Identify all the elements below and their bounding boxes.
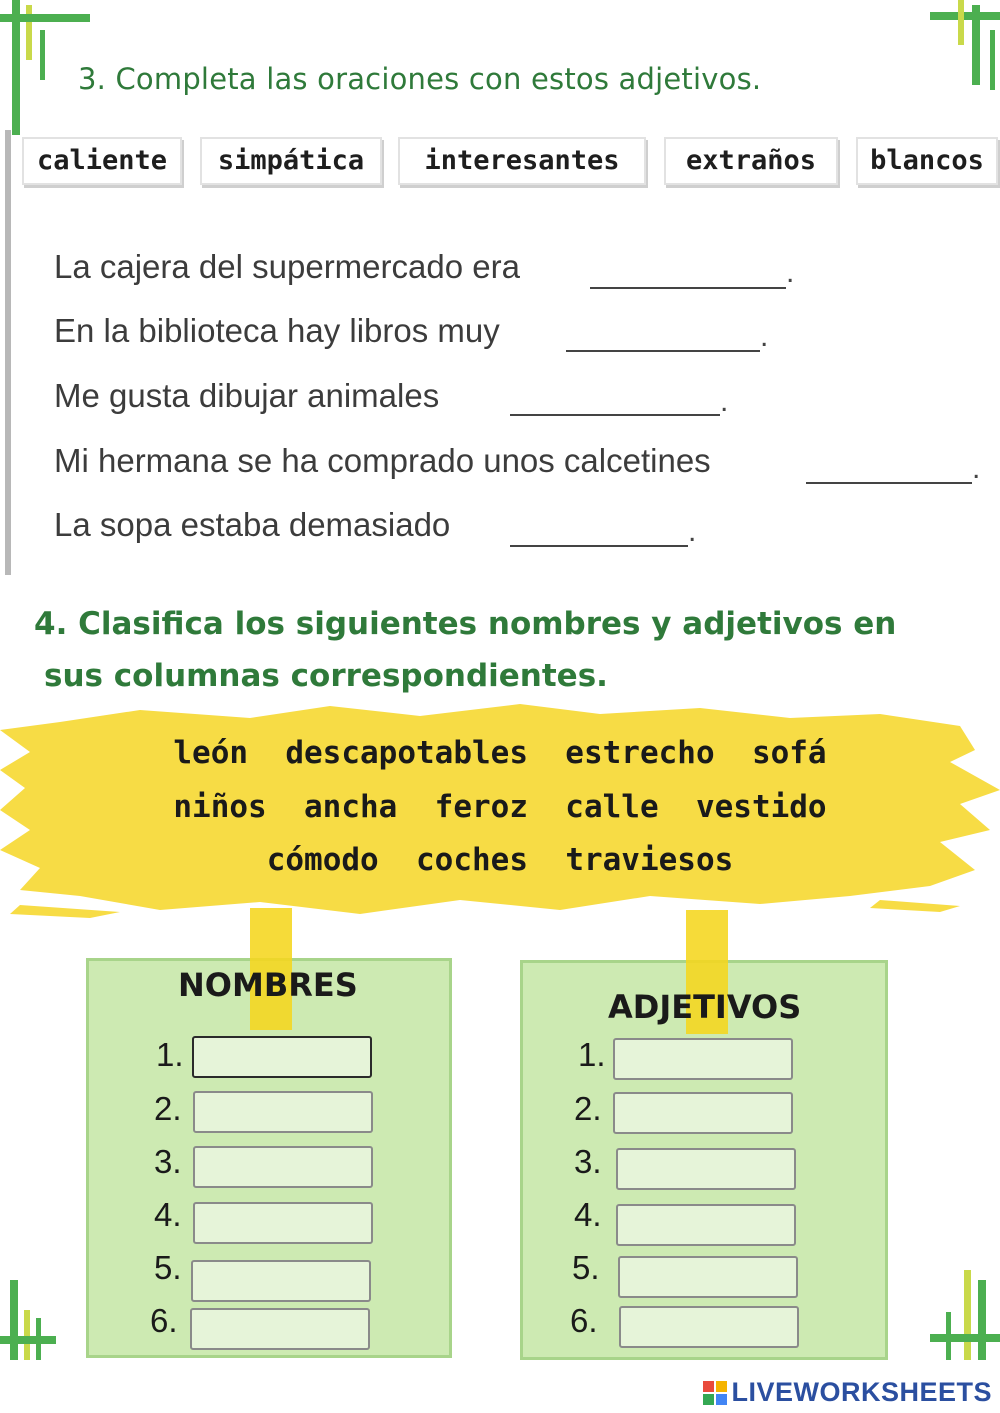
sentence-3: Me gusta dibujar animales [54, 377, 440, 414]
liveworksheets-logo-icon [703, 1381, 727, 1405]
row-number: 2. [154, 1090, 182, 1127]
word-chip-caliente: caliente [22, 137, 182, 185]
row-number: 4. [154, 1196, 182, 1233]
sentence-2: En la biblioteca hay libros muy [54, 312, 500, 349]
nombres-answer-4[interactable] [193, 1202, 373, 1244]
sentence-4: Mi hermana se ha comprado unos calcetines [54, 442, 711, 479]
sentence-period: . [786, 256, 795, 289]
row-number: 4. [574, 1196, 602, 1233]
word-bank-row-1: león descapotables estrecho sofá [173, 735, 827, 771]
adjetivos-answer-6[interactable] [619, 1306, 799, 1348]
adjetivos-answer-5[interactable] [618, 1256, 798, 1298]
sentence-1: La cajera del supermercado era [54, 248, 520, 285]
liveworksheets-logo-text: LIVEWORKSHEETS [731, 1377, 992, 1407]
word-chip-blancos: blancos [856, 137, 998, 185]
exercise-3-title: 3. Completa las oraciones con estos adjetivos. [78, 62, 762, 96]
row-number: 5. [572, 1249, 600, 1286]
answer-blank-4[interactable] [806, 482, 972, 484]
row-number: 5. [154, 1249, 182, 1286]
row-number: 3. [574, 1143, 602, 1180]
sentence-period: . [688, 515, 697, 548]
row-number: 6. [150, 1302, 178, 1339]
word-chip-simpatica: simpática [200, 137, 382, 185]
row-number: 1. [156, 1036, 184, 1073]
nombres-answer-6[interactable] [190, 1308, 370, 1350]
sentence-period: . [760, 320, 769, 353]
answer-blank-5[interactable] [510, 545, 688, 547]
nombres-heading: NOMBRES [178, 966, 358, 1004]
word-bank-row-2: niños ancha feroz calle vestido [173, 789, 827, 825]
adjetivos-answer-4[interactable] [616, 1204, 796, 1246]
row-number: 2. [574, 1090, 602, 1127]
answer-blank-2[interactable] [566, 350, 760, 352]
adjetivos-heading: ADJETIVOS [608, 988, 802, 1026]
row-number: 1. [578, 1036, 606, 1073]
answer-blank-3[interactable] [510, 414, 720, 416]
nombres-answer-2[interactable] [193, 1091, 373, 1133]
exercise-4-title-line-1: 4. Clasifica los siguientes nombres y adjetivos en [34, 606, 897, 642]
sentence-5: La sopa estaba demasiado [54, 506, 451, 543]
nombres-answer-3[interactable] [193, 1146, 373, 1188]
adjetivos-answer-3[interactable] [616, 1148, 796, 1190]
adjetivos-answer-2[interactable] [613, 1092, 793, 1134]
sentence-period: . [720, 385, 729, 418]
word-chip-interesantes: interesantes [398, 137, 646, 185]
row-number: 6. [570, 1302, 598, 1339]
exercise-4-title-line-2: sus columnas correspondientes. [44, 658, 608, 694]
sentence-period: . [972, 452, 981, 485]
row-number: 3. [154, 1143, 182, 1180]
liveworksheets-logo [703, 1377, 992, 1408]
word-bank-row-3: cómodo coches traviesos [266, 842, 734, 878]
answer-blank-1[interactable] [590, 287, 786, 289]
nombres-answer-5[interactable] [191, 1260, 371, 1302]
adjetivos-answer-1[interactable] [613, 1038, 793, 1080]
nombres-answer-1[interactable] [192, 1036, 372, 1078]
word-chip-extranos: extraños [664, 137, 838, 185]
